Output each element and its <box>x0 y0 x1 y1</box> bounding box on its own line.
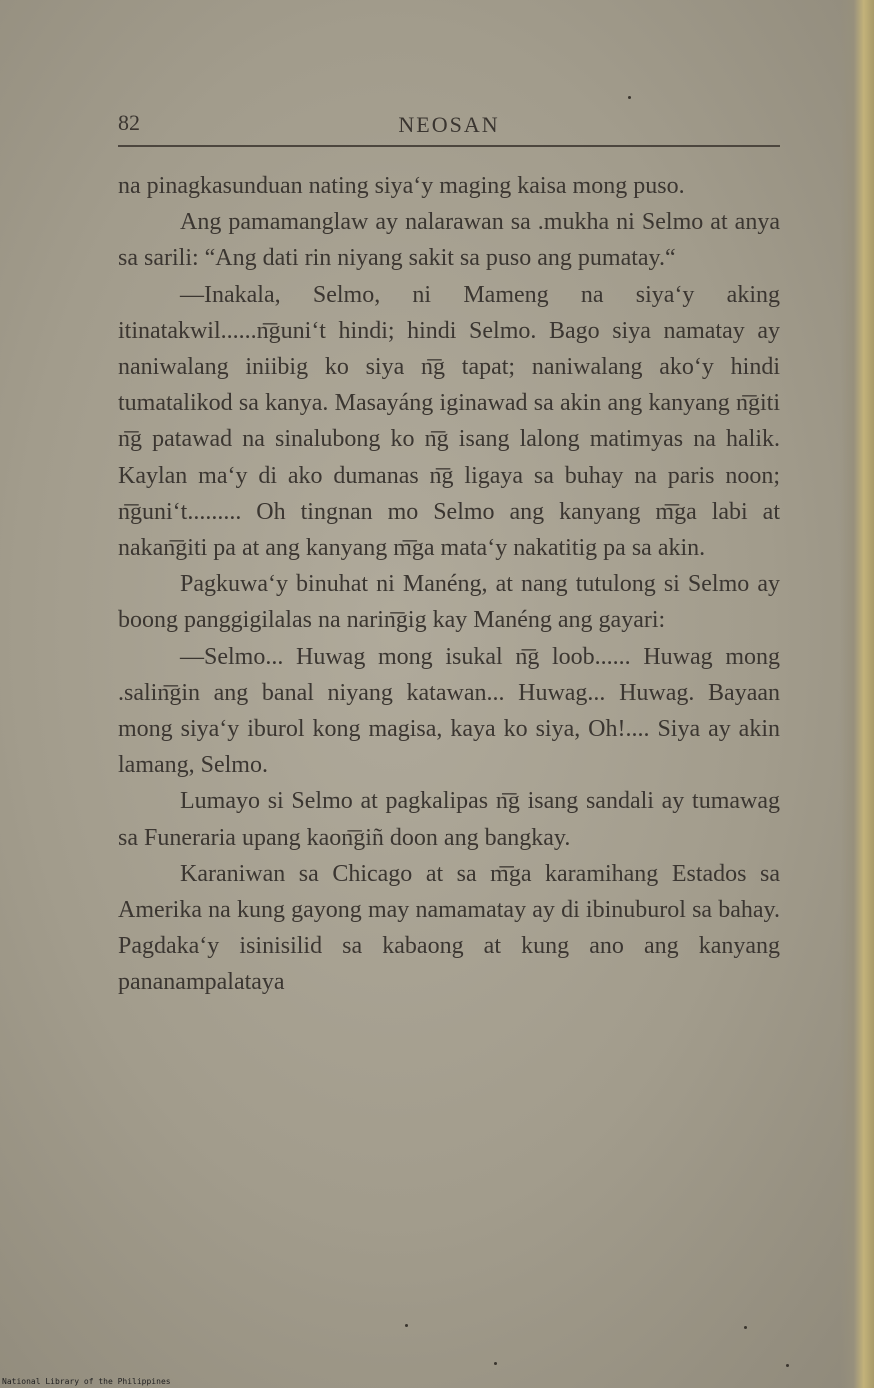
page-number: 82 <box>118 110 140 135</box>
paper-speck <box>744 1326 747 1329</box>
paper-speck <box>786 1364 789 1367</box>
paragraph: Ang pamamanglaw ay nalarawan sa .mukha ni Selmo at anya sa sarili: “Ang dati rin niyang sakit sa puso ang pumatay.“ <box>118 209 780 272</box>
paragraph: Karaniwan sa Chicago at sa m͞ga karamihang Estados sa Amerika na kung gayong may namamatay ay di ibinuburol sa bahay. Pagdaka‘y isinisilid sa kabaong at kung ano ang kanyang pananampalataya <box>118 860 780 996</box>
page-header <box>118 108 780 144</box>
paper-speck <box>405 1324 408 1327</box>
page-edge <box>840 0 874 1388</box>
paragraph: na pinagkasunduan nating siya‘y maging kaisa mong puso. <box>118 173 685 199</box>
paragraph: Lumayo si Selmo at pagkalipas n͞g isang sandali ay tumawag sa Funeraria upang kaon͞giñ doon ang bangkay. <box>118 788 780 851</box>
paragraph: Pagkuwa‘y binuhat ni Manéng, at nang tutulong si Selmo ay boong panggigilalas na narin͞gig kay Manéng ang gayari: <box>118 571 780 634</box>
paragraph: —Selmo... Huwag mong isukal n͞g loob...... Huwag mong .salin͞gin ang banal niyang katawan... Huwag... Huwag. Bayaan mong siya‘y iburol kong magisa, kaya ko siya, Oh!.... Siya ay akin lamang, Selmo. <box>118 643 780 779</box>
library-attribution: National Library of the Philippines <box>2 1377 171 1386</box>
paragraph: —Inakala, Selmo, ni Mameng na siya‘y aking itinatakwil......n͞guni‘t hindi; hindi Selmo. Bago siya namatay ay naniwalang iniibig ko siya n͞g tapat; naniwalang ako‘y hindi tumatalikod sa kanya. Masayáng iginawad sa akin ang kanyang n͞giti n͞g patawad na sinalubong ko n͞g isang lalong matimyas na halik. Kaylan ma‘y di ako dumanas n͞g ligaya sa buhay na paris noon; n͞guni‘t......... Oh tingnan mo Selmo ang kanyang m͞ga labi at nakan͞giti pa at ang kanyang m͞ga mata‘y nakatitig pa sa akin. <box>118 281 780 562</box>
header-rule <box>118 145 780 147</box>
running-title: NEOSAN <box>398 112 500 137</box>
paper-speck <box>494 1362 497 1365</box>
body-text <box>118 168 780 1001</box>
paper-speck <box>628 96 631 99</box>
